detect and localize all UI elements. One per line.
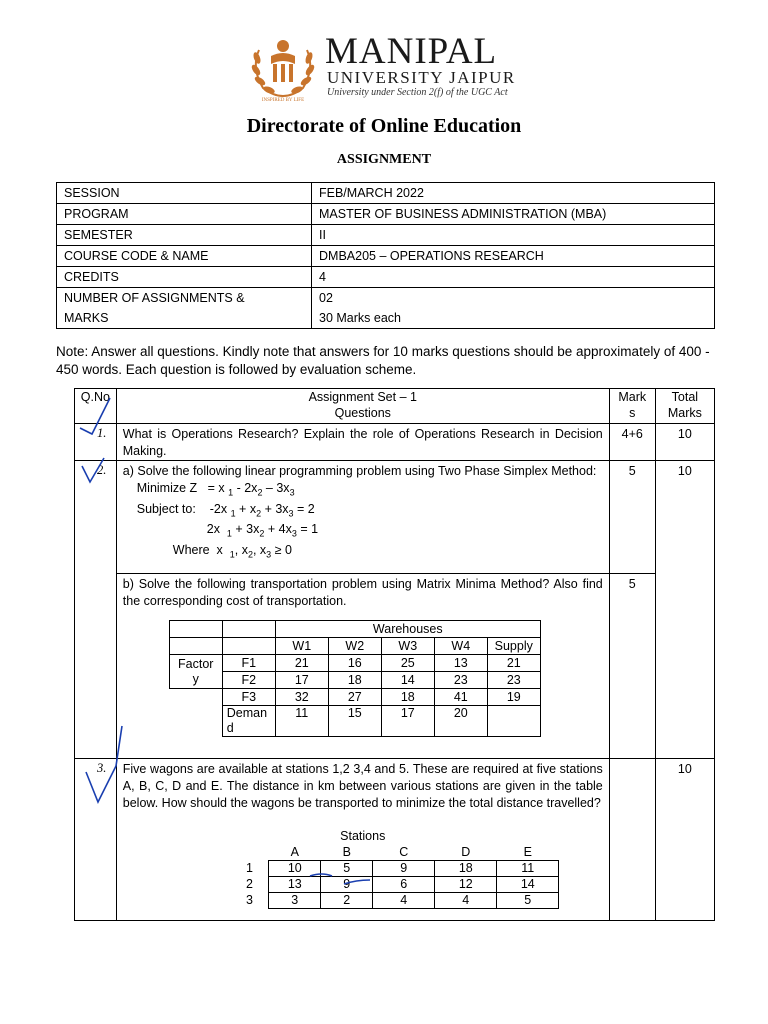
pen-stroke-icon: [308, 866, 378, 890]
table-cell: 18: [328, 672, 381, 689]
factory-label: [169, 655, 222, 689]
marks-header: [609, 389, 655, 424]
lp-constraint-2: 2x $_1 + 3x_2 + 4x_3 = 1$: [206, 522, 319, 539]
table-cell: 10: [269, 861, 321, 877]
info-value: 4: [312, 267, 715, 288]
table-cell: 21: [487, 655, 540, 672]
question-body: Five wagons are available at stations 1,2 3,4 and 5. These are required at five stations A, B, C, D and E. The distance in km between various stations are given in the table below. How should the wagons be transported to minimize the total distance travelled?: [122, 762, 603, 810]
table-row: [57, 183, 715, 204]
table-cell: 17: [381, 706, 434, 737]
question-marks: [609, 759, 655, 921]
checkmark-icon: [78, 454, 118, 490]
table-cell: 18: [435, 861, 497, 877]
lp-objective: Minimize Z = x $_1 - 2x_2 - 3x_3$: [136, 481, 295, 498]
page-title: Directorate of Online Education: [246, 115, 522, 137]
factory-label-2: y: [192, 672, 199, 686]
total-marks-header: [655, 389, 714, 424]
table-cell: 17: [275, 672, 328, 689]
question-row-2b: [75, 574, 715, 759]
table-cell: 18: [381, 689, 434, 706]
lp-constraint-1: Subject to: -2x $_1 + x_2 + 3x_3 = 2$: [136, 501, 315, 518]
table-cell: 12: [435, 877, 497, 893]
demand-label-2: d: [226, 721, 234, 735]
blank-cell: [231, 845, 269, 861]
question-part-b: b) Solve the following transportation problem using Matrix Minima Method? Also find the corresponding cost of transportation.: [122, 577, 603, 608]
table-row: [231, 861, 559, 877]
table-cell: 32: [275, 689, 328, 706]
table-row: [169, 621, 540, 638]
table-cell: 6: [373, 877, 435, 893]
checkmark-icon: [78, 394, 124, 440]
question-text: [116, 574, 609, 759]
info-value-line-2: 30 Marks each: [319, 311, 401, 325]
question-text: What is Operations Research? Explain the role of Operations Research in Decision Making.: [116, 424, 609, 461]
table-cell: 13: [269, 877, 321, 893]
row-header: 2: [246, 876, 253, 891]
column-header: A: [290, 845, 299, 859]
checkmark-icon: [84, 724, 128, 808]
info-value: II: [312, 225, 715, 246]
table-cell: 2: [321, 893, 373, 909]
table-row: [169, 706, 540, 737]
table-cell: 13: [434, 655, 487, 672]
info-label: PROGRAM: [57, 204, 312, 225]
question-number: 3.: [75, 759, 117, 921]
table-cell: 4: [435, 893, 497, 909]
table-cell: 16: [328, 655, 381, 672]
row-header: 1: [246, 860, 253, 875]
blank-cell: [169, 638, 222, 655]
column-header: W1: [275, 638, 328, 655]
university-subname: UNIVERSITY JAIPUR: [327, 68, 516, 87]
questions-label: Questions: [334, 406, 391, 420]
qno-header: Q.No: [75, 389, 117, 424]
info-value: FEB/MARCH 2022: [312, 183, 715, 204]
info-value: MASTER OF BUSINESS ADMINISTRATION (MBA): [312, 204, 715, 225]
table-cell: 9: [321, 877, 373, 893]
question-marks: 4+6: [609, 424, 655, 461]
table-cell: 3: [269, 893, 321, 909]
info-label: SEMESTER: [57, 225, 312, 246]
column-header: D: [461, 845, 471, 859]
page-subtitle: ASSIGNMENT: [336, 152, 432, 167]
question-marks: 5: [609, 461, 655, 574]
blank-cell: [169, 689, 222, 706]
question-text: [116, 759, 609, 921]
marks-label-1: Mark: [618, 390, 647, 404]
column-header: C: [399, 845, 409, 859]
instructions-note: Note: Answer all questions. Kindly note that answers for 10 marks questions should be approximately of 400 - 450 words. Each question is followed by evaluation scheme.: [56, 344, 710, 377]
questions-header: [116, 389, 609, 424]
blank-cell: [222, 638, 275, 655]
info-label: COURSE CODE & NAME: [57, 246, 312, 267]
blank-cell: [169, 706, 222, 737]
question-number: 2.: [75, 461, 117, 759]
blank-cell: [222, 621, 275, 638]
distance-table: [231, 845, 560, 909]
table-row: [57, 204, 715, 225]
table-cell: 5: [321, 861, 373, 877]
column-header: W3: [381, 638, 434, 655]
info-label: [57, 288, 312, 329]
marks-label-2: s: [629, 406, 636, 420]
question-total: 10: [655, 759, 714, 921]
table-row: [231, 893, 559, 909]
table-cell: 20: [434, 706, 487, 737]
row-header: F1: [222, 655, 275, 672]
set-label: Assignment Set – 1: [308, 390, 417, 404]
lp-nonnegativity: Where x $_1$, $x_2$, $x_3 \ge 0$: [172, 542, 292, 559]
table-cell: 23: [487, 672, 540, 689]
warehouses-label: Warehouses: [275, 621, 540, 638]
column-header: E: [523, 845, 532, 859]
university-name: MANIPAL: [325, 31, 498, 72]
stations-label: Stations: [340, 829, 386, 843]
questions-header-row: [75, 389, 715, 424]
question-marks: 5: [609, 574, 655, 759]
question-row-1: [75, 424, 715, 461]
question-number: 1.: [75, 424, 117, 461]
column-header: B: [342, 845, 351, 859]
table-cell: 4: [373, 893, 435, 909]
table-row: [231, 845, 559, 861]
question-total: 10: [655, 461, 714, 759]
question-row-3: [75, 759, 715, 921]
table-cell: 19: [487, 689, 540, 706]
table-cell: [487, 706, 540, 737]
info-value: DMBA205 – OPERATIONS RESEARCH: [312, 246, 715, 267]
table-row: [169, 689, 540, 706]
info-label: CREDITS: [57, 267, 312, 288]
table-cell: 11: [275, 706, 328, 737]
demand-label: [222, 706, 275, 737]
total-label-1: Total: [671, 390, 699, 404]
info-value: [312, 288, 715, 329]
blank-cell: [169, 621, 222, 638]
question-row-2a: [75, 461, 715, 574]
table-cell: 14: [497, 877, 559, 893]
university-logo: [245, 30, 545, 102]
table-cell: 14: [381, 672, 434, 689]
table-row: [57, 267, 715, 288]
table-row: [57, 288, 715, 329]
info-label: SESSION: [57, 183, 312, 204]
info-label-line-1: NUMBER OF ASSIGNMENTS &: [64, 291, 245, 305]
question-part-a: a) Solve the following linear programming problem using Two Phase Simplex Method:: [122, 464, 597, 478]
column-header: W4: [434, 638, 487, 655]
total-label-2: Marks: [667, 406, 702, 420]
transportation-table: [169, 620, 541, 737]
questions-section: [74, 388, 715, 921]
column-header: W2: [328, 638, 381, 655]
table-row: [169, 638, 540, 655]
table-row: [231, 877, 559, 893]
info-value-line-1: 02: [319, 291, 333, 305]
table-row: [169, 655, 540, 672]
question-total: 10: [655, 424, 714, 461]
university-tagline: University under Section 2(f) of the UGC Act: [327, 87, 508, 98]
questions-table: [74, 388, 715, 921]
table-cell: 27: [328, 689, 381, 706]
table-cell: 21: [275, 655, 328, 672]
table-cell: 41: [434, 689, 487, 706]
table-row: [57, 246, 715, 267]
info-label-line-2: MARKS: [64, 311, 109, 325]
factory-label-1: Factor: [178, 657, 214, 671]
lp-problem: [137, 480, 603, 562]
row-header: 3: [246, 892, 253, 907]
table-cell: 25: [381, 655, 434, 672]
table-cell: 11: [497, 861, 559, 877]
table-row: [169, 672, 540, 689]
svg-text:INSPIRED BY LIFE: INSPIRED BY LIFE: [261, 98, 305, 102]
laurel-emblem-icon: [245, 30, 321, 102]
table-cell: 5: [497, 893, 559, 909]
table-cell: 15: [328, 706, 381, 737]
demand-label-1: Deman: [226, 706, 268, 720]
course-info-table: [56, 182, 715, 329]
table-cell: 23: [434, 672, 487, 689]
column-header: Supply: [487, 638, 540, 655]
table-cell: 9: [373, 861, 435, 877]
row-header: F3: [222, 689, 275, 706]
table-row: [57, 225, 715, 246]
question-text: [116, 461, 609, 574]
row-header: F2: [222, 672, 275, 689]
